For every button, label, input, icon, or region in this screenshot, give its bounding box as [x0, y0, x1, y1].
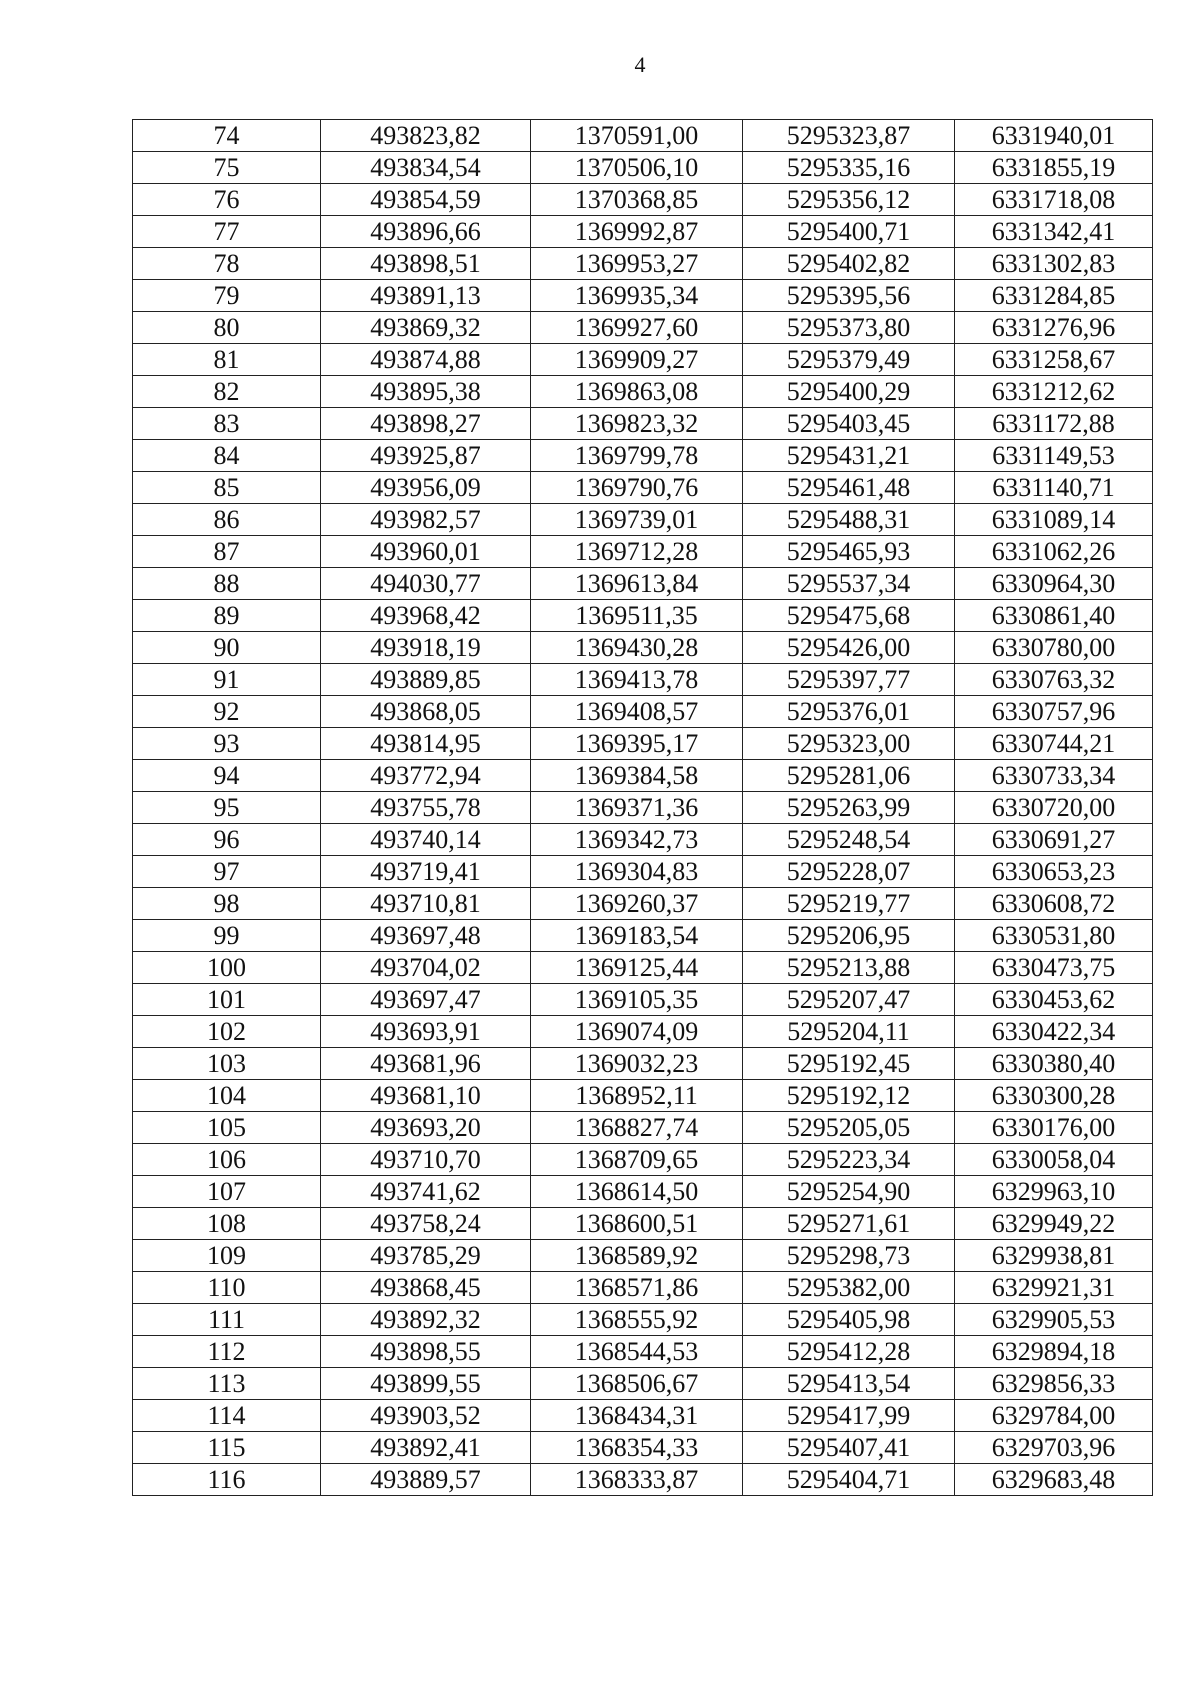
x-coordinate-cell: 493704,02 — [321, 952, 531, 984]
table-row — [133, 856, 1153, 888]
y2-coordinate-cell: 6331140,71 — [955, 472, 1153, 504]
x-coordinate-cell: 493898,27 — [321, 408, 531, 440]
point-number-cell: 79 — [133, 280, 321, 312]
x-coordinate-cell: 493681,96 — [321, 1048, 531, 1080]
x-coordinate-cell: 493925,87 — [321, 440, 531, 472]
y-coordinate-cell: 1370591,00 — [531, 120, 743, 152]
y2-coordinate-cell: 6330691,27 — [955, 824, 1153, 856]
x-coordinate-cell: 493889,85 — [321, 664, 531, 696]
y-coordinate-cell: 1369992,87 — [531, 216, 743, 248]
point-number-cell: 78 — [133, 248, 321, 280]
table-row — [133, 312, 1153, 344]
y2-coordinate-cell: 6331276,96 — [955, 312, 1153, 344]
y-coordinate-cell: 1368544,53 — [531, 1336, 743, 1368]
table-row — [133, 472, 1153, 504]
table-row — [133, 440, 1153, 472]
point-number-cell: 80 — [133, 312, 321, 344]
y2-coordinate-cell: 6329784,00 — [955, 1400, 1153, 1432]
x-coordinate-cell: 493889,57 — [321, 1464, 531, 1496]
point-number-cell: 99 — [133, 920, 321, 952]
y-coordinate-cell: 1369371,36 — [531, 792, 743, 824]
x2-coordinate-cell: 5295465,93 — [743, 536, 955, 568]
table-row — [133, 248, 1153, 280]
x-coordinate-cell: 493891,13 — [321, 280, 531, 312]
y2-coordinate-cell: 6329921,31 — [955, 1272, 1153, 1304]
x2-coordinate-cell: 5295254,90 — [743, 1176, 955, 1208]
x-coordinate-cell: 493869,32 — [321, 312, 531, 344]
point-number-cell: 108 — [133, 1208, 321, 1240]
y-coordinate-cell: 1370506,10 — [531, 152, 743, 184]
x-coordinate-cell: 493740,14 — [321, 824, 531, 856]
y2-coordinate-cell: 6329683,48 — [955, 1464, 1153, 1496]
y2-coordinate-cell: 6330058,04 — [955, 1144, 1153, 1176]
point-number-cell: 92 — [133, 696, 321, 728]
point-number-cell: 90 — [133, 632, 321, 664]
point-number-cell: 103 — [133, 1048, 321, 1080]
x-coordinate-cell: 493899,55 — [321, 1368, 531, 1400]
x2-coordinate-cell: 5295382,00 — [743, 1272, 955, 1304]
point-number-cell: 115 — [133, 1432, 321, 1464]
y-coordinate-cell: 1369909,27 — [531, 344, 743, 376]
table-row — [133, 1080, 1153, 1112]
point-number-cell: 105 — [133, 1112, 321, 1144]
point-number-cell: 114 — [133, 1400, 321, 1432]
y2-coordinate-cell: 6331302,83 — [955, 248, 1153, 280]
y-coordinate-cell: 1368555,92 — [531, 1304, 743, 1336]
y2-coordinate-cell: 6330422,34 — [955, 1016, 1153, 1048]
x-coordinate-cell: 493854,59 — [321, 184, 531, 216]
table-row — [133, 632, 1153, 664]
y2-coordinate-cell: 6330763,32 — [955, 664, 1153, 696]
x2-coordinate-cell: 5295206,95 — [743, 920, 955, 952]
x2-coordinate-cell: 5295271,61 — [743, 1208, 955, 1240]
table-row — [133, 408, 1153, 440]
x2-coordinate-cell: 5295356,12 — [743, 184, 955, 216]
point-number-cell: 101 — [133, 984, 321, 1016]
x2-coordinate-cell: 5295204,11 — [743, 1016, 955, 1048]
point-number-cell: 110 — [133, 1272, 321, 1304]
x-coordinate-cell: 493710,70 — [321, 1144, 531, 1176]
y-coordinate-cell: 1368952,11 — [531, 1080, 743, 1112]
y2-coordinate-cell: 6331149,53 — [955, 440, 1153, 472]
x-coordinate-cell: 493755,78 — [321, 792, 531, 824]
x2-coordinate-cell: 5295397,77 — [743, 664, 955, 696]
y-coordinate-cell: 1369183,54 — [531, 920, 743, 952]
y-coordinate-cell: 1369430,28 — [531, 632, 743, 664]
x-coordinate-cell: 493834,54 — [321, 152, 531, 184]
point-number-cell: 77 — [133, 216, 321, 248]
page-number: 4 — [634, 52, 646, 77]
y2-coordinate-cell: 6329894,18 — [955, 1336, 1153, 1368]
y-coordinate-cell: 1369790,76 — [531, 472, 743, 504]
table-row — [133, 824, 1153, 856]
y2-coordinate-cell: 6329963,10 — [955, 1176, 1153, 1208]
y2-coordinate-cell: 6330608,72 — [955, 888, 1153, 920]
x2-coordinate-cell: 5295323,87 — [743, 120, 955, 152]
y2-coordinate-cell: 6331062,26 — [955, 536, 1153, 568]
y-coordinate-cell: 1368600,51 — [531, 1208, 743, 1240]
y-coordinate-cell: 1368354,33 — [531, 1432, 743, 1464]
y2-coordinate-cell: 6330780,00 — [955, 632, 1153, 664]
x-coordinate-cell: 493982,57 — [321, 504, 531, 536]
x-coordinate-cell: 493814,95 — [321, 728, 531, 760]
table-row — [133, 1368, 1153, 1400]
x2-coordinate-cell: 5295395,56 — [743, 280, 955, 312]
coordinates-table — [132, 119, 1153, 1496]
y2-coordinate-cell: 6331342,41 — [955, 216, 1153, 248]
y-coordinate-cell: 1368827,74 — [531, 1112, 743, 1144]
x2-coordinate-cell: 5295219,77 — [743, 888, 955, 920]
y-coordinate-cell: 1369739,01 — [531, 504, 743, 536]
y2-coordinate-cell: 6329938,81 — [955, 1240, 1153, 1272]
y2-coordinate-cell: 6330300,28 — [955, 1080, 1153, 1112]
x-coordinate-cell: 493956,09 — [321, 472, 531, 504]
point-number-cell: 81 — [133, 344, 321, 376]
x-coordinate-cell: 493896,66 — [321, 216, 531, 248]
y2-coordinate-cell: 6330720,00 — [955, 792, 1153, 824]
y-coordinate-cell: 1369613,84 — [531, 568, 743, 600]
y-coordinate-cell: 1369823,32 — [531, 408, 743, 440]
y2-coordinate-cell: 6330473,75 — [955, 952, 1153, 984]
x-coordinate-cell: 493741,62 — [321, 1176, 531, 1208]
y-coordinate-cell: 1369511,35 — [531, 600, 743, 632]
table-row — [133, 696, 1153, 728]
x-coordinate-cell: 493898,55 — [321, 1336, 531, 1368]
table-row — [133, 1016, 1153, 1048]
x2-coordinate-cell: 5295192,12 — [743, 1080, 955, 1112]
point-number-cell: 111 — [133, 1304, 321, 1336]
y-coordinate-cell: 1369032,23 — [531, 1048, 743, 1080]
x-coordinate-cell: 493892,41 — [321, 1432, 531, 1464]
table-row — [133, 152, 1153, 184]
x2-coordinate-cell: 5295407,41 — [743, 1432, 955, 1464]
table-row — [133, 728, 1153, 760]
table-row — [133, 120, 1153, 152]
point-number-cell: 76 — [133, 184, 321, 216]
x-coordinate-cell: 493710,81 — [321, 888, 531, 920]
x2-coordinate-cell: 5295461,48 — [743, 472, 955, 504]
y2-coordinate-cell: 6330757,96 — [955, 696, 1153, 728]
point-number-cell: 83 — [133, 408, 321, 440]
point-number-cell: 89 — [133, 600, 321, 632]
x2-coordinate-cell: 5295263,99 — [743, 792, 955, 824]
table-row — [133, 1208, 1153, 1240]
table-row — [133, 216, 1153, 248]
x2-coordinate-cell: 5295402,82 — [743, 248, 955, 280]
point-number-cell: 104 — [133, 1080, 321, 1112]
point-number-cell: 91 — [133, 664, 321, 696]
x2-coordinate-cell: 5295404,71 — [743, 1464, 955, 1496]
y-coordinate-cell: 1370368,85 — [531, 184, 743, 216]
point-number-cell: 74 — [133, 120, 321, 152]
table-row — [133, 1432, 1153, 1464]
point-number-cell: 102 — [133, 1016, 321, 1048]
table-row — [133, 920, 1153, 952]
y2-coordinate-cell: 6330653,23 — [955, 856, 1153, 888]
x2-coordinate-cell: 5295323,00 — [743, 728, 955, 760]
x2-coordinate-cell: 5295205,05 — [743, 1112, 955, 1144]
y2-coordinate-cell: 6331855,19 — [955, 152, 1153, 184]
x2-coordinate-cell: 5295400,29 — [743, 376, 955, 408]
table-row — [133, 1112, 1153, 1144]
point-number-cell: 88 — [133, 568, 321, 600]
y-coordinate-cell: 1368571,86 — [531, 1272, 743, 1304]
y2-coordinate-cell: 6329905,53 — [955, 1304, 1153, 1336]
x2-coordinate-cell: 5295405,98 — [743, 1304, 955, 1336]
table-row — [133, 664, 1153, 696]
y-coordinate-cell: 1369074,09 — [531, 1016, 743, 1048]
x-coordinate-cell: 493892,32 — [321, 1304, 531, 1336]
x-coordinate-cell: 493903,52 — [321, 1400, 531, 1432]
x-coordinate-cell: 493693,91 — [321, 1016, 531, 1048]
y-coordinate-cell: 1369395,17 — [531, 728, 743, 760]
x-coordinate-cell: 493868,45 — [321, 1272, 531, 1304]
table-row — [133, 536, 1153, 568]
x-coordinate-cell: 493868,05 — [321, 696, 531, 728]
x2-coordinate-cell: 5295281,06 — [743, 760, 955, 792]
x2-coordinate-cell: 5295537,34 — [743, 568, 955, 600]
y2-coordinate-cell: 6330453,62 — [955, 984, 1153, 1016]
y-coordinate-cell: 1369927,60 — [531, 312, 743, 344]
x2-coordinate-cell: 5295207,47 — [743, 984, 955, 1016]
table-row — [133, 1464, 1153, 1496]
y-coordinate-cell: 1368589,92 — [531, 1240, 743, 1272]
x2-coordinate-cell: 5295373,80 — [743, 312, 955, 344]
y2-coordinate-cell: 6330964,30 — [955, 568, 1153, 600]
table-row — [133, 1304, 1153, 1336]
point-number-cell: 109 — [133, 1240, 321, 1272]
y2-coordinate-cell: 6331718,08 — [955, 184, 1153, 216]
table-row — [133, 280, 1153, 312]
y2-coordinate-cell: 6331089,14 — [955, 504, 1153, 536]
y-coordinate-cell: 1369384,58 — [531, 760, 743, 792]
x-coordinate-cell: 493874,88 — [321, 344, 531, 376]
x-coordinate-cell: 493681,10 — [321, 1080, 531, 1112]
x2-coordinate-cell: 5295335,16 — [743, 152, 955, 184]
y-coordinate-cell: 1369105,35 — [531, 984, 743, 1016]
x-coordinate-cell: 493895,38 — [321, 376, 531, 408]
x-coordinate-cell: 493918,19 — [321, 632, 531, 664]
x2-coordinate-cell: 5295228,07 — [743, 856, 955, 888]
point-number-cell: 94 — [133, 760, 321, 792]
x-coordinate-cell: 494030,77 — [321, 568, 531, 600]
x2-coordinate-cell: 5295379,49 — [743, 344, 955, 376]
point-number-cell: 107 — [133, 1176, 321, 1208]
y2-coordinate-cell: 6330531,80 — [955, 920, 1153, 952]
y2-coordinate-cell: 6331212,62 — [955, 376, 1153, 408]
point-number-cell: 96 — [133, 824, 321, 856]
y2-coordinate-cell: 6329703,96 — [955, 1432, 1153, 1464]
table-row — [133, 1176, 1153, 1208]
point-number-cell: 97 — [133, 856, 321, 888]
y-coordinate-cell: 1368614,50 — [531, 1176, 743, 1208]
table-row — [133, 600, 1153, 632]
x-coordinate-cell: 493960,01 — [321, 536, 531, 568]
point-number-cell: 112 — [133, 1336, 321, 1368]
point-number-cell: 113 — [133, 1368, 321, 1400]
y2-coordinate-cell: 6331284,85 — [955, 280, 1153, 312]
x-coordinate-cell: 493968,42 — [321, 600, 531, 632]
point-number-cell: 82 — [133, 376, 321, 408]
y2-coordinate-cell: 6329856,33 — [955, 1368, 1153, 1400]
x2-coordinate-cell: 5295192,45 — [743, 1048, 955, 1080]
y-coordinate-cell: 1368506,67 — [531, 1368, 743, 1400]
y-coordinate-cell: 1369712,28 — [531, 536, 743, 568]
x-coordinate-cell: 493758,24 — [321, 1208, 531, 1240]
point-number-cell: 75 — [133, 152, 321, 184]
table-row — [133, 1336, 1153, 1368]
y2-coordinate-cell: 6329949,22 — [955, 1208, 1153, 1240]
y-coordinate-cell: 1369799,78 — [531, 440, 743, 472]
y-coordinate-cell: 1368709,65 — [531, 1144, 743, 1176]
y-coordinate-cell: 1369408,57 — [531, 696, 743, 728]
x2-coordinate-cell: 5295426,00 — [743, 632, 955, 664]
y-coordinate-cell: 1369935,34 — [531, 280, 743, 312]
y-coordinate-cell: 1369304,83 — [531, 856, 743, 888]
x2-coordinate-cell: 5295213,88 — [743, 952, 955, 984]
y2-coordinate-cell: 6330744,21 — [955, 728, 1153, 760]
x2-coordinate-cell: 5295488,31 — [743, 504, 955, 536]
point-number-cell: 100 — [133, 952, 321, 984]
x-coordinate-cell: 493697,47 — [321, 984, 531, 1016]
y-coordinate-cell: 1368434,31 — [531, 1400, 743, 1432]
point-number-cell: 106 — [133, 1144, 321, 1176]
x2-coordinate-cell: 5295248,54 — [743, 824, 955, 856]
x2-coordinate-cell: 5295417,99 — [743, 1400, 955, 1432]
y-coordinate-cell: 1369260,37 — [531, 888, 743, 920]
x-coordinate-cell: 493697,48 — [321, 920, 531, 952]
x2-coordinate-cell: 5295403,45 — [743, 408, 955, 440]
x2-coordinate-cell: 5295223,34 — [743, 1144, 955, 1176]
table-row — [133, 344, 1153, 376]
table-row — [133, 504, 1153, 536]
point-number-cell: 85 — [133, 472, 321, 504]
table-row — [133, 888, 1153, 920]
x-coordinate-cell: 493898,51 — [321, 248, 531, 280]
y-coordinate-cell: 1369863,08 — [531, 376, 743, 408]
table-row — [133, 1272, 1153, 1304]
x2-coordinate-cell: 5295412,28 — [743, 1336, 955, 1368]
table-row — [133, 1144, 1153, 1176]
table-row — [133, 1400, 1153, 1432]
table-row — [133, 760, 1153, 792]
point-number-cell: 87 — [133, 536, 321, 568]
coordinates-table-body — [133, 120, 1153, 1496]
point-number-cell: 93 — [133, 728, 321, 760]
y2-coordinate-cell: 6331172,88 — [955, 408, 1153, 440]
table-row — [133, 568, 1153, 600]
x2-coordinate-cell: 5295413,54 — [743, 1368, 955, 1400]
x-coordinate-cell: 493719,41 — [321, 856, 531, 888]
x-coordinate-cell: 493772,94 — [321, 760, 531, 792]
point-number-cell: 86 — [133, 504, 321, 536]
x-coordinate-cell: 493785,29 — [321, 1240, 531, 1272]
y2-coordinate-cell: 6330176,00 — [955, 1112, 1153, 1144]
x-coordinate-cell: 493823,82 — [321, 120, 531, 152]
y2-coordinate-cell: 6331940,01 — [955, 120, 1153, 152]
point-number-cell: 98 — [133, 888, 321, 920]
x2-coordinate-cell: 5295475,68 — [743, 600, 955, 632]
y-coordinate-cell: 1369125,44 — [531, 952, 743, 984]
x2-coordinate-cell: 5295400,71 — [743, 216, 955, 248]
y2-coordinate-cell: 6330861,40 — [955, 600, 1153, 632]
table-row — [133, 952, 1153, 984]
y2-coordinate-cell: 6331258,67 — [955, 344, 1153, 376]
table-row — [133, 1048, 1153, 1080]
y-coordinate-cell: 1369953,27 — [531, 248, 743, 280]
x2-coordinate-cell: 5295376,01 — [743, 696, 955, 728]
y-coordinate-cell: 1369413,78 — [531, 664, 743, 696]
x2-coordinate-cell: 5295298,73 — [743, 1240, 955, 1272]
point-number-cell: 95 — [133, 792, 321, 824]
table-row — [133, 984, 1153, 1016]
table-row — [133, 184, 1153, 216]
point-number-cell: 116 — [133, 1464, 321, 1496]
y2-coordinate-cell: 6330380,40 — [955, 1048, 1153, 1080]
y-coordinate-cell: 1369342,73 — [531, 824, 743, 856]
table-row — [133, 376, 1153, 408]
table-row — [133, 792, 1153, 824]
table-row — [133, 1240, 1153, 1272]
y-coordinate-cell: 1368333,87 — [531, 1464, 743, 1496]
y2-coordinate-cell: 6330733,34 — [955, 760, 1153, 792]
point-number-cell: 84 — [133, 440, 321, 472]
x2-coordinate-cell: 5295431,21 — [743, 440, 955, 472]
x-coordinate-cell: 493693,20 — [321, 1112, 531, 1144]
